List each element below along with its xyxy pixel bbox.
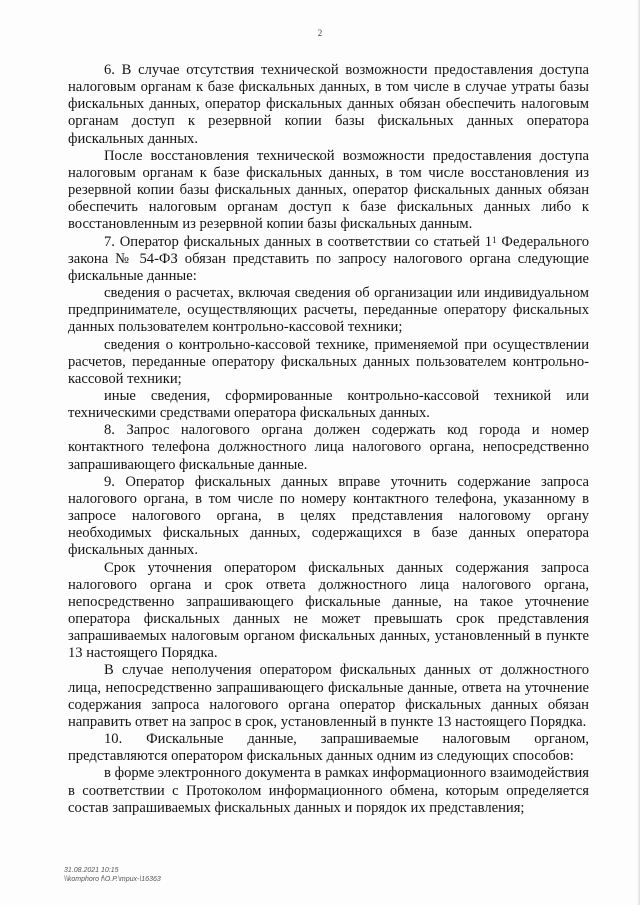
document-footer bbox=[64, 866, 161, 884]
paragraph-10: 10. Фискальные данные, запрашиваемые налоговым органом, представляются оператором фискальных данных одним из следующих способов: bbox=[68, 731, 589, 765]
article-superscript: 1 bbox=[492, 234, 497, 245]
paragraph-7 bbox=[68, 234, 589, 285]
list-item-electronic-document: в форме электронного документа в рамках информационного взаимодействия в соответствии с Протоколом информационного обмена, которым определяется состав запрашиваемых фискальных данных и порядок их представления; bbox=[68, 765, 589, 816]
list-item-other: иные сведения, сформированные контрольно-кассовой техникой или техническими средствами оператора фискальных данных. bbox=[68, 387, 589, 422]
paragraph-8: 8. Запрос налогового органа должен содержать код города и номер контактного телефона должностного лица налогового органа, непосредственно запрашивающего фискальные данные. bbox=[68, 422, 589, 473]
paragraph-9-no-response: В случае неполучения оператором фискальных данных от должностного лица, непосредственно запрашивающего фискальные данные, ответа на уточнение содержания запроса налогового органа оператор фискальных данных обязан направить ответ на запрос в срок, установленный в пункте 13 настоящего Порядка. bbox=[68, 662, 589, 730]
page-number: 2 bbox=[317, 28, 323, 38]
document-body bbox=[68, 62, 589, 817]
list-item-payments: сведения о расчетах, включая сведения об организации или индивидуальном предпринимателе, осуществляющих расчеты, переданные оператору фискальных данных пользователем контрольно-кассовой техники; bbox=[68, 285, 589, 336]
list-item-cash-register: сведения о контрольно-кассовой технике, применяемой при осуществлении расчетов, переданные оператору фискальных данных пользователем контрольно-кассовой техники; bbox=[68, 336, 589, 387]
paragraph-7-start: 7. Оператор фискальных данных в соответствии со статьей 1 bbox=[104, 233, 493, 250]
footer-timestamp: 31.08.2021 10:15 bbox=[64, 867, 119, 874]
paragraph-7-end: Федерального закона № 54-ФЗ обязан представить по запросу налогового органа следующие фискальные данные: bbox=[68, 233, 589, 284]
paragraph-9: 9. Оператор фискальных данных вправе уточнить содержание запроса налогового органа, в том числе по номеру контактного телефона, указанному в запросе налогового органа, в целях представления налоговому органу необходимых фискальных данных, содержащихся в базе данных оператора фискальных данных. bbox=[68, 473, 589, 559]
paragraph-6-continued: После восстановления технической возможности предоставления доступа налоговым органам к базе фискальных данных, в том числе восстановления из резервной копии базы фискальных данных, оператор фискальных данных обязан обеспечить налоговым органам доступ к базе фискальных данных либо к восстановленным из резервной копии базы фискальных данным. bbox=[68, 147, 589, 233]
footer-file-path: \\komphoro f\O.P.\mpux-\16363 bbox=[64, 876, 161, 883]
paragraph-6: 6. В случае отсутствия технической возможности предоставления доступа налоговым органам к базе фискальных данных, в том числе в случае утраты базы фискальных данных, оператор фискальных данных обязан обеспечить налоговым органам доступ к резервной копии базы фискальных данных оператора фискальных данных. bbox=[68, 62, 589, 147]
paragraph-9-deadline: Срок уточнения оператором фискальных данных содержания запроса налогового органа и срок ответа должностного лица налогового органа, непосредственно запрашивающего фискальные данные, на такое уточнение оператора фискальных данных не может превышать срок представления запрашиваемых налоговым органом фискальных данных, установленный в пункте 13 настоящего Порядка. bbox=[68, 559, 589, 662]
